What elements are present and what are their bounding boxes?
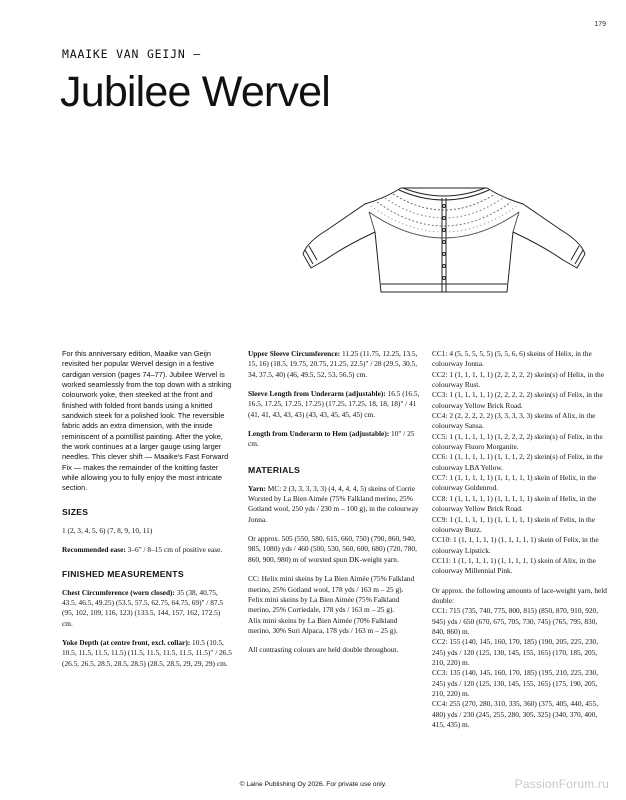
lace-list-item: CC4: 255 (270, 280, 310, 335, 360) (375, 405, 440, 455, 480) yds / 230 (245, 255, 280, 305, 325) (340, 370, 400, 415, 435) m.	[432, 699, 599, 730]
hem-length-label: Length from Underarm to Hem (adjustable):	[248, 429, 390, 439]
approx-paragraph: Or approx. 505 (550, 580, 615, 660, 750) (790, 860, 940, 985, 1080) yds / 460 (500, 530, 560, 600, 680) (720, 780, 860, 900, 980) m of worsted spun DK-weight yarn.	[248, 534, 417, 564]
double-paragraph: All contrasting colours are held double throughout.	[248, 645, 399, 655]
sleeve-length-value: 16.5 (16.5, 16.5, 17.25, 17.25, 17.25) (17.25, 17.25, 18, 18, 18)" / 41 (41, 41, 43, 43, 43) (43, 43, 45, 45, 45) cm.	[248, 389, 420, 419]
page-number: 179	[594, 21, 606, 28]
hem-length-value: 10" / 25 cm.	[248, 429, 415, 449]
sleeve-length-paragraph	[248, 389, 420, 420]
lace-list-item: CC3: 135 (140, 145, 160, 170, 185) (195, 210, 225, 230, 245) yds / 120 (125, 130, 145, 155, 165) (175, 190, 205, 210, 220) m.	[432, 668, 599, 698]
materials-heading: MATERIALS	[248, 464, 301, 475]
cardigan-illustration	[295, 160, 595, 310]
cc-list-item: CC11: 1 (1, 1, 1, 1, 1) (1, 1, 1, 1, 1) skein of Alix, in the colourway Millennial Pink.	[432, 555, 596, 576]
cc-list-item: CC7: 1 (1, 1, 1, 1, 1) (1, 1, 1, 1, 1) skein of Helix, in the colourway Goldenrod.	[432, 473, 597, 493]
yarn-paragraph	[248, 484, 420, 525]
ease-value: 3–6" / 8–15 cm of positive ease.	[125, 545, 223, 555]
chest-paragraph	[62, 588, 232, 629]
ease-label: Recommended ease:	[62, 545, 126, 555]
lace-list-item: CC2: 155 (140, 145, 160, 170, 185) (190, 205, 225, 230, 245) yds / 120 (125, 130, 145, 155, 165) (170, 185, 205, 210, 220) m.	[432, 637, 599, 667]
yarn-label: Yarn:	[248, 483, 266, 493]
sleeve-circ-value: 11.25 (11.75, 12.25, 13.5, 15, 16) (18.5, 19.75, 20.75, 21.25, 22.5)" / 28 (29.5, 30.5, 34, 37.5, 40) (46, 49.5, 52, 53, 56.5) cm.	[248, 349, 418, 379]
lace-list-item: CC1: 715 (735, 740, 775, 800, 815) (850, 870, 910, 920, 945) yds / 650 (670, 675, 705, 730, 745) (765, 795, 830, 840, 860) m.	[432, 606, 599, 636]
sleeve-circ-paragraph	[248, 349, 420, 380]
cc-list-item: CC9: 1 (1, 1, 1, 1, 1) (1, 1, 1, 1, 1) skein of Felix, in the colourway Buzz.	[432, 514, 595, 534]
lace-intro: Or approx. the following amounts of lace-weight yarn, held double:	[432, 585, 607, 605]
cc-list-item: CC2: 1 (1, 1, 1, 1, 1) (2, 2, 2, 2, 2) skein(s) of Helix, in the colourway Rust.	[432, 369, 604, 390]
ease-paragraph	[62, 545, 232, 555]
yoke-label: Yoke Depth (at centre front, excl. collar):	[62, 637, 191, 647]
sizes-values: 1 (2, 3, 4, 5, 6) (7, 8, 9, 10, 11)	[62, 525, 153, 535]
designer-name: MAAIKE VAN GEIJN –	[62, 47, 202, 61]
cc-list-item: CC5: 1 (1, 1, 1, 1, 1) (1, 2, 2, 2, 2) skein(s) of Felix, in the colourway Fluoro Morganite.	[432, 431, 603, 452]
hem-length-paragraph	[248, 429, 420, 450]
intro-paragraph: For this anniversary edition, Maaike van Geijn revisited her popular Wervel design in a festive cardigan version (pages 74–77). Jubilee Wervel is worked seamlessly from the top down with a striking colourwork yoke, then steeked at the front and finished with folded front bands using a knitted sandwich steek for a polished look. The reversible fabric adds an extra dimension, with the inside reminiscent of a pointillist painting. After the yoke, the work continues at a larger gauge using larger needles. This clever shift — Maaike's Fast Forward Fix — makes the remainder of the knitting faster while allowing you to fully enjoy the most intricate section.	[62, 349, 232, 493]
chest-value: 35 (38, 40.75, 43.5, 46.5, 49.25) (53.5, 57.5, 62.75, 64.75, 69)" / 87.5 (95, 102, 109, 116, 123) (133.5, 144, 157, 162, 172.5) cm.	[62, 587, 224, 628]
cc-paragraph: CC: Helix mini skeins by La Bien Aimée (75% Falkland merino, 25% Gotland wool, 178 yds / 163 m – 25 g).	[248, 574, 415, 594]
yoke-paragraph	[62, 638, 232, 669]
column-left	[62, 349, 232, 669]
cc-list-item: CC10: 1 (1, 1, 1, 1, 1) (1, 1, 1, 1, 1) skein of Felix, in the colourway Lipstick.	[432, 535, 599, 555]
yarn-value: MC: 2 (3, 3, 3, 3, 3) (4, 4, 4, 4, 5) skeins of Corrie Worsted by La Bien Aimée (75% Falkland merino, 25% Gotland wool, 250 yds / 230 m – 100 g), in the colourway Jonna.	[248, 483, 419, 524]
sleeve-length-label: Sleeve Length from Underarm (adjustable):	[248, 389, 386, 399]
felix-paragraph: Felix mini skeins by La Bien Aimée (75% Falkland merino, 25% Corriedale, 178 yds / 163 m – 25 g).	[248, 594, 400, 615]
column-middle	[248, 349, 420, 656]
column-right	[432, 349, 608, 730]
cc-list-item: CC3: 1 (1, 1, 1, 1, 1) (2, 2, 2, 2, 2) skein(s) of Felix, in the colourway Yellow Brick Road.	[432, 390, 603, 410]
cc-list-item: CC8: 1 (1, 1, 1, 1, 1) (1, 1, 1, 1, 1) skein of Helix, in the colourway Yellow Brick Road.	[432, 493, 597, 514]
yoke-value: 10.5 (10.5, 10.5, 11.5, 11.5, 11.5) (11.5, 11.5, 11.5, 11.5, 11.5)" / 26.5 (26.5, 26.5, 28.5, 28.5, 28.5) (28.5, 28.5, 29, 29, 29) cm.	[62, 637, 232, 668]
chest-label: Chest Circumference (worn closed):	[62, 587, 175, 597]
alix-paragraph: Alix mini skeins by La Bien Aimée (70% Falkland merino, 30% Suri Alpaca, 178 yds / 163 m – 25 g).	[248, 615, 398, 635]
copyright-footer: © Laine Publishing Oy 2026. For private use only.	[239, 781, 387, 788]
sleeve-circ-label: Upper Sleeve Circumference:	[248, 349, 341, 358]
cc-list-item: CC1: 4 (5, 5, 5, 5, 5) (5, 5, 6, 6) skeins of Helix, in the colourway Jonna.	[432, 349, 592, 369]
finished-measurements-heading: FINISHED MEASUREMENTS	[62, 568, 184, 579]
pattern-title: Jubilee Wervel	[60, 68, 331, 116]
cc-list-item: CC4: 2 (2, 2, 2, 2, 2) (3, 3, 3, 3, 3) skeins of Alix, in the colourway Sansa.	[432, 411, 596, 431]
cc-list-item: CC6: 1 (1, 1, 1, 1, 1) (1, 1, 1, 2, 2) skein(s) of Felix, in the colourway LBA Yellow.	[432, 452, 603, 472]
watermark: PassionForum.ru	[514, 777, 609, 791]
sizes-heading: SIZES	[62, 506, 89, 517]
